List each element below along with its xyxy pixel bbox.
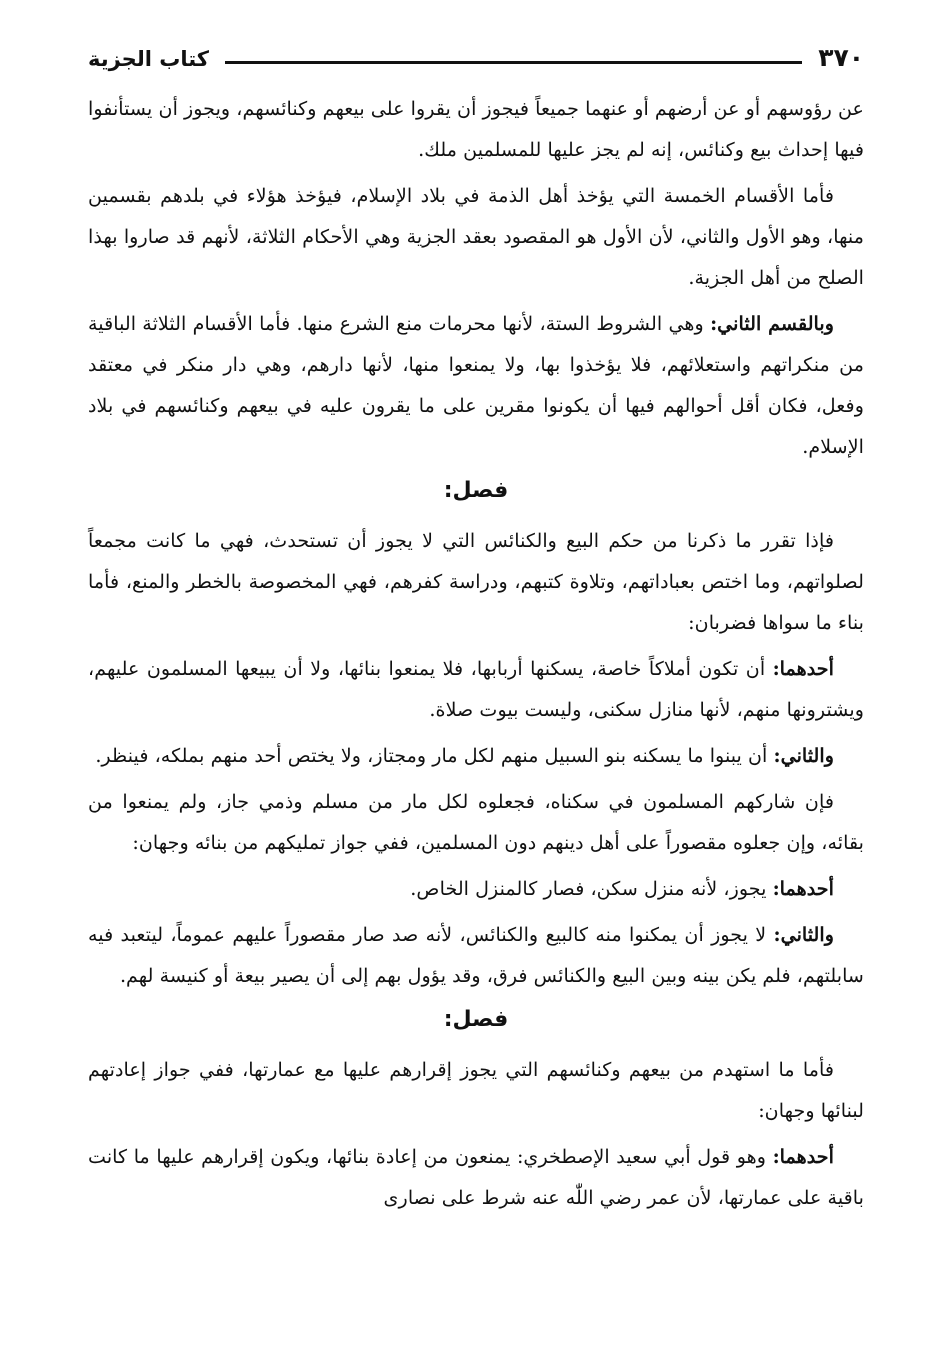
paragraph-text: فأما الأقسام الخمسة التي يؤخذ أهل الذمة في بلاد الإسلام، فيؤخذ هؤلاء في بلدهم بقسمين منها، وهو الأول والثاني، لأن الأول هو المقصود بعقد الجزية وهي الأحكام الثلاثة، لأنهم قد صاروا بهذا الصلح من أهل الجزية. bbox=[88, 184, 864, 289]
body-paragraph bbox=[88, 914, 864, 996]
body-paragraph bbox=[88, 648, 864, 730]
paragraph-lead-term: والثاني: bbox=[773, 744, 834, 767]
paragraph-lead-term: وبالقسم الثاني: bbox=[710, 312, 834, 335]
book-page bbox=[88, 28, 864, 1351]
paragraph-text: فإذا تقرر ما ذكرنا من حكم البيع والكنائس التي لا يجوز أن تستحدث، فهي ما كانت مجمعاً لصلواتهم، وما اختص بعباداتهم، وتلاوة كتبهم، ودراسة كفرهم، فهي المخصوصة بالخطر والمنع، فأما بناء ما سواها فضربان: bbox=[88, 529, 864, 634]
body-paragraph bbox=[88, 1136, 864, 1218]
paragraph-text: يجوز، لأنه منزل سكن، فصار كالمنزل الخاص. bbox=[410, 877, 773, 900]
body-paragraph bbox=[88, 781, 864, 863]
paragraph-lead-term: والثاني: bbox=[773, 923, 834, 946]
body-paragraph bbox=[88, 735, 864, 776]
paragraph-lead-term: أحدهما: bbox=[772, 1145, 834, 1168]
paragraph-text: عن رؤوسهم أو عن أرضهم أو عنهما جميعاً فيجوز أن يقروا على بيعهم وكنائسهم، ويجوز أن يستأنفوا فيها إحداث بيع وكنائس، إنه لم يجز عليها للمسلمين ملك. bbox=[88, 97, 864, 161]
section-heading: فصل: bbox=[443, 478, 509, 503]
running-header bbox=[88, 28, 864, 70]
paragraph-text: وهي الشروط الستة، لأنها محرمات منع الشرع منها. فأما الأقسام الثلاثة الباقية من منكراتهم واستعلائهم، فلا يؤخذوا بها، ولا يمنعوا منها، لأنها دارهم، وهي دار منكر في معتقد وفعل، فكان أقل أحوالهم فيها أن يكونوا مقرين على ما يقرون عليه في بيعهم وكنائسهم في بلاد الإسلام. bbox=[88, 312, 864, 458]
paragraph-lead-term: أحدهما: bbox=[772, 657, 834, 680]
body-paragraph bbox=[88, 303, 864, 467]
body-paragraph bbox=[88, 868, 864, 909]
paragraph-text: فأما ما استهدم من بيعهم وكنائسهم التي يجوز إقرارهم عليها مع عمارتها، ففي جواز إعادتهم لبنائها وجهان: bbox=[88, 1058, 864, 1122]
paragraph-text: فإن شاركهم المسلمون في سكناه، فجعلوه لكل مار من مسلم وذمي جاز، ولم يمنعوا من بقائه، وإن جعلوه مقصوراً على أهل دينهم دون المسلمين، ففي جواز تمليكهم من بنائه وجهان: bbox=[88, 790, 864, 854]
body-paragraph bbox=[88, 88, 864, 170]
body-paragraph bbox=[88, 175, 864, 298]
paragraph-text: أن تكون أملاكاً خاصة، يسكنها أربابها، فلا يمنعوا بنائها، ولا أن يبيعها المسلمون عليهم، ويشترونها منهم، لأنها منازل سكنى، وليست بيوت صلاة. bbox=[88, 657, 864, 721]
body-paragraph bbox=[88, 520, 864, 643]
body-paragraph bbox=[88, 1049, 864, 1131]
book-title: كتاب الجزية bbox=[88, 47, 209, 71]
paragraph-text: أن يبنوا ما يسكنه بنو السبيل منهم لكل مار ومجتاز، ولا يختص أحد منهم بملكه، فينظر. bbox=[95, 744, 774, 767]
header-rule bbox=[225, 61, 802, 64]
paragraph-text: وهو قول أبي سعيد الإصطخري: يمنعون من إعادة بنائها، ويكون إقرارهم عليها ما كانت باقية على عمارتها، لأن عمر رضي اللّٰه عنه شرط على نصارى bbox=[88, 1145, 864, 1209]
page-body bbox=[88, 88, 864, 1218]
paragraph-lead-term: أحدهما: bbox=[772, 877, 834, 900]
section-heading: فصل: bbox=[443, 1007, 509, 1032]
page-number: ٣٧٠ bbox=[818, 43, 864, 72]
paragraph-text: لا يجوز أن يمكنوا منه كالبيع والكنائس، لأنه صد صار مقصوراً عليهم عموماً، ليتعبد فيه سابلتهم، فلم يكن بينه وبين البيع والكنائس فرق، وقد يؤول بهم إلى أن يصير بيعة أو كنيسة لهم. bbox=[88, 923, 864, 987]
